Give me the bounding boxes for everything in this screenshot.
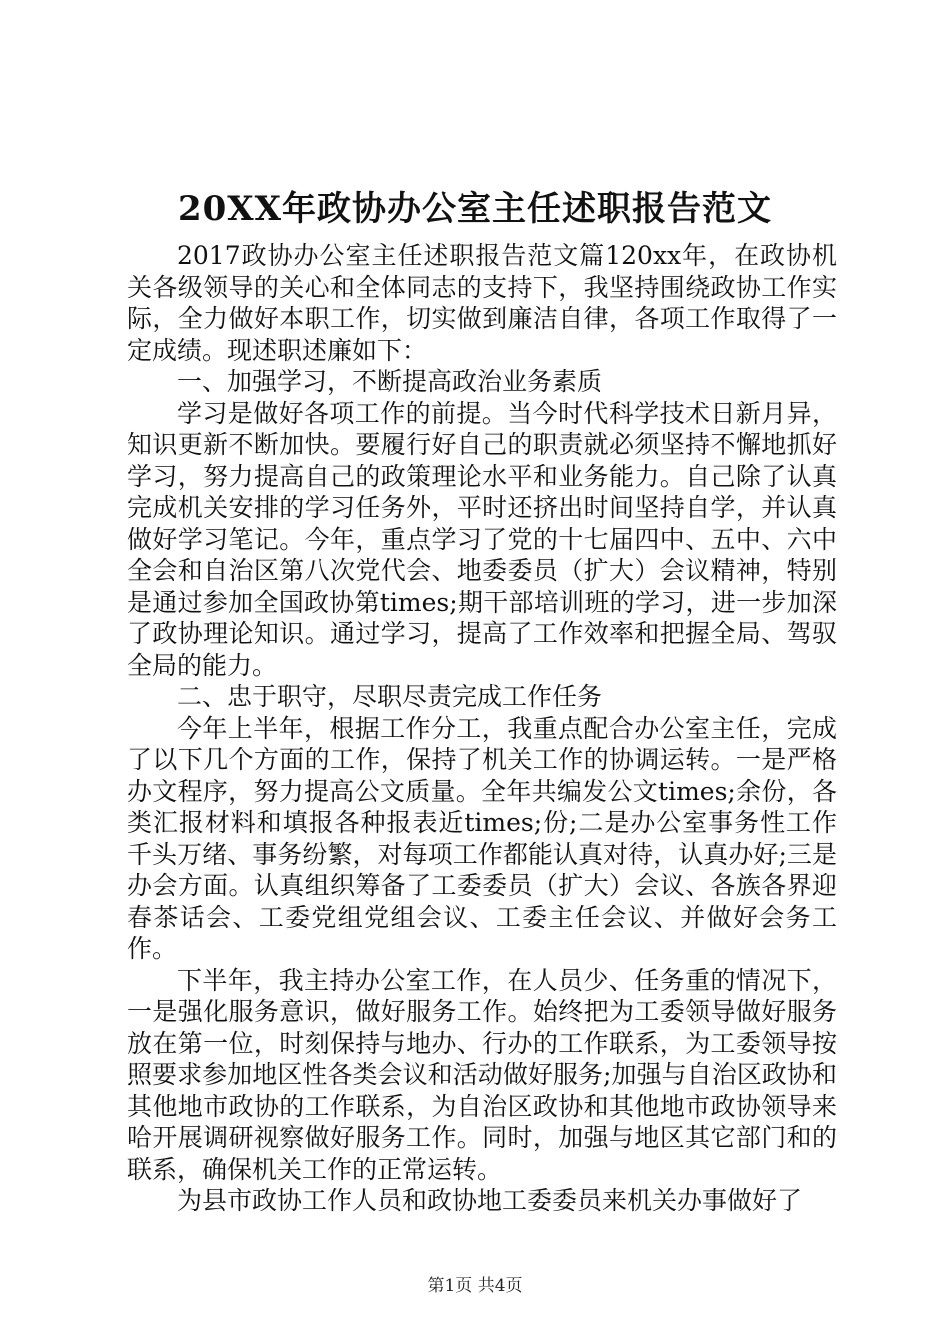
study-paragraph: 学习是做好各项工作的前提。当今时代科学技术日新月异，知识更新不断加快。要履行好自己的职责就必须坚持不懈地抓好学习，努力提高自己的政策理论水平和业务能力。自己除了认真完成机关安排的学习任务外，平时还挤出时间坚持自学，并认真做好学习笔记。今年，重点学习了党的十七届四中、五中、六中全会和自治区第八次党代会、地委委员（扩大）会议精神，特别是通过参加全国政协第times;期干部培训班的学习，进一步加深了政协理论知识。通过学习，提高了工作效率和把握全局、驾驭全局的能力。: [127, 398, 837, 680]
document-title: 20XX年政协办公室主任述职报告范文: [177, 189, 773, 229]
section-heading-2: 二、忠于职守，尽职尽责完成工作任务: [177, 682, 603, 711]
continuation-paragraph: 为县市政协工作人员和政协地工委委员来机关办事做好了: [177, 1186, 803, 1215]
page-footer: 第1页 共4页: [427, 1276, 523, 1296]
second-half-paragraph: 下半年，我主持办公室工作，在人员少、任务重的情况下，一是强化服务意识，做好服务工作。始终把为工委领导做好服务放在第一位，时刻保持与地办、行办的工作联系，为工委领导按照要求参加地区性各类会议和活动做好服务;加强与自治区政协和其他地市政协的工作联系，为自治区政协和其他地市政协领导来哈开展调研视察做好服务工作。同时，加强与地区其它部门和的联系，确保机关工作的正常运转。: [127, 965, 837, 1184]
section-heading-1: 一、加强学习，不断提高政治业务素质: [177, 367, 603, 396]
first-half-paragraph: 今年上半年，根据工作分工，我重点配合办公室主任，完成了以下几个方面的工作，保持了机关工作的协调运转。一是严格办文程序，努力提高公文质量。全年共编发公文times;余份，各类汇报材料和填报各种报表近times;份;二是办公室事务性工作千头万绪、事务纷繁，对每项工作都能认真对待，认真办好;三是办会方面。认真组织筹备了工委委员（扩大）会议、各族各界迎春茶话会、工委党组党组会议、工委主任会议、并做好会务工作。: [127, 713, 837, 963]
intro-paragraph: 2017政协办公室主任述职报告范文篇120xx年，在政协机关各级领导的关心和全体同志的支持下，我坚持围绕政协工作实际，全力做好本职工作，切实做到廉洁自律，各项工作取得了一定成绩。现述职述廉如下：: [127, 241, 837, 365]
document-body: [127, 240, 837, 1217]
